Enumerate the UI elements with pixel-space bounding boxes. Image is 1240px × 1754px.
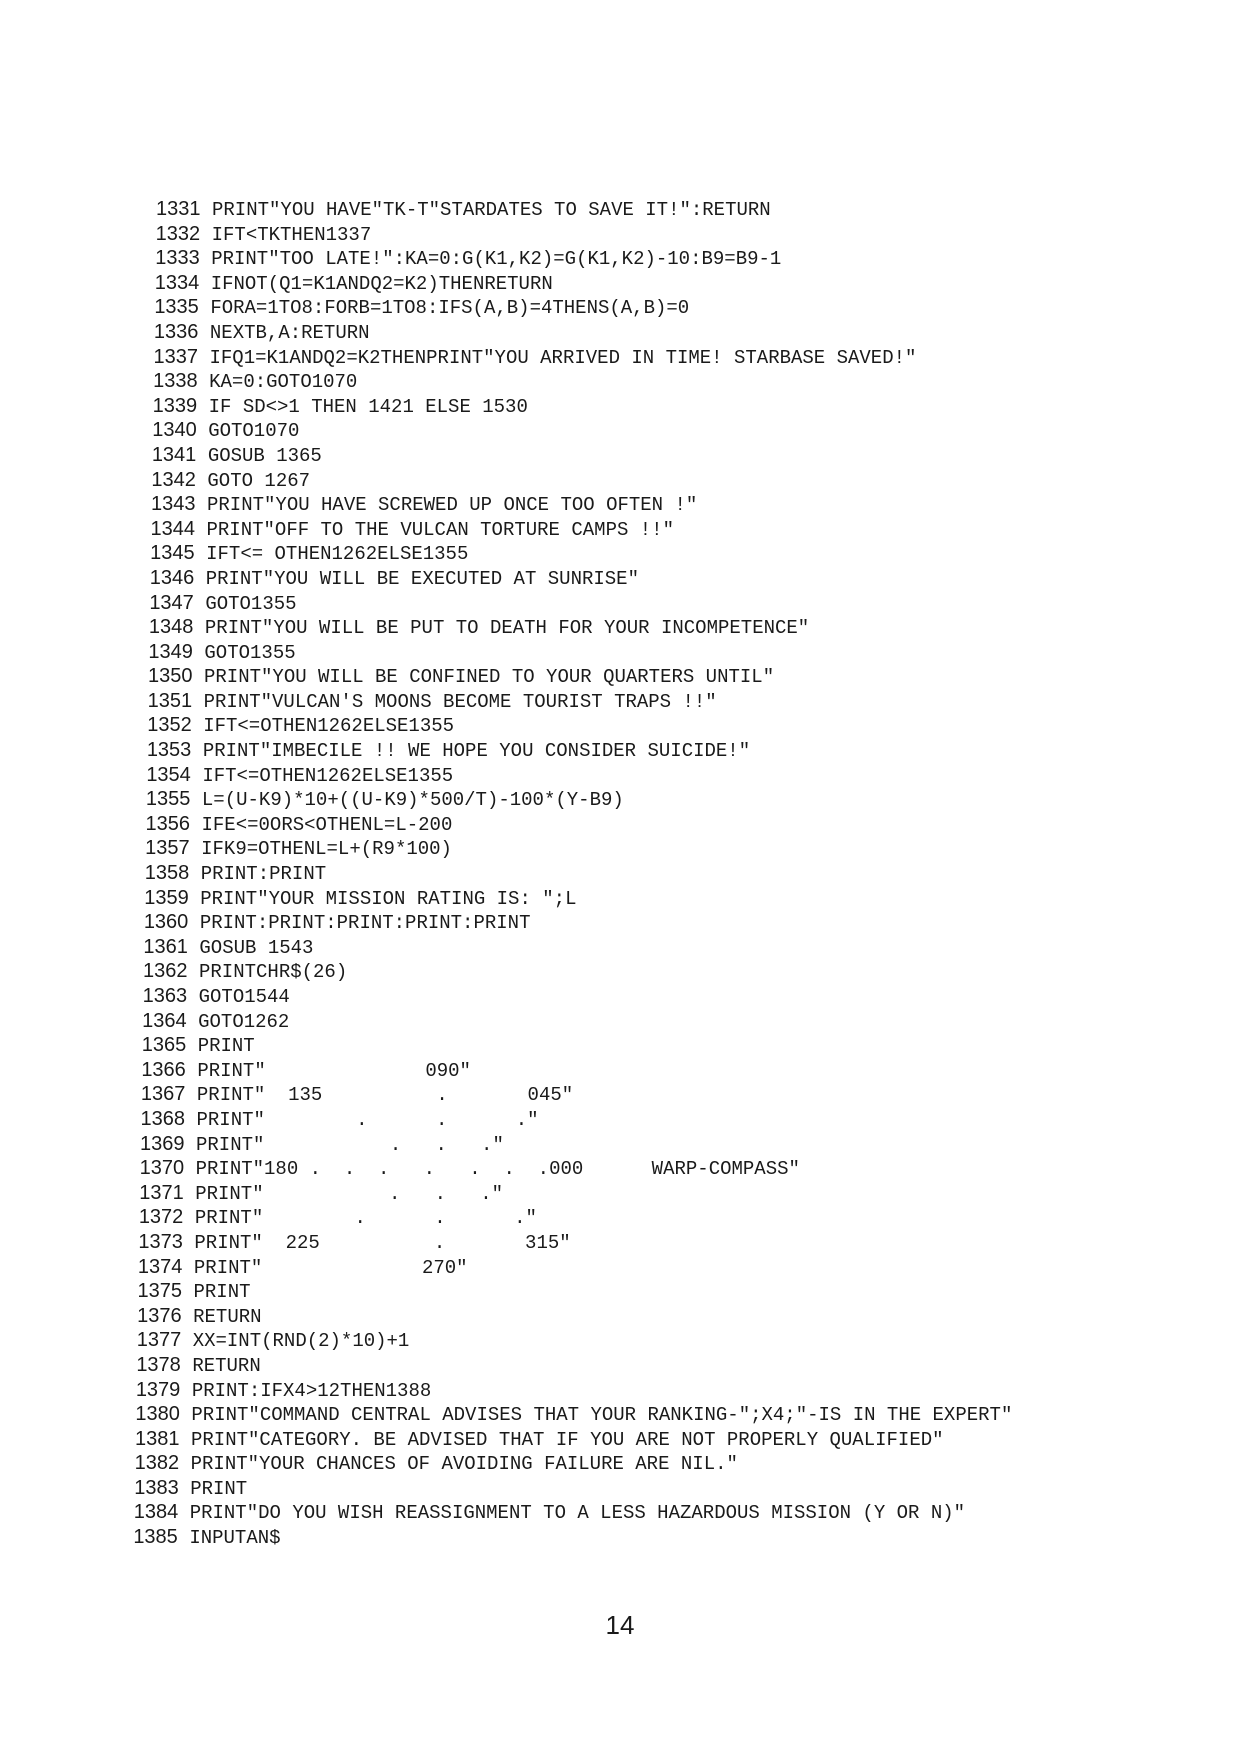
line-text: PRINT"TOO LATE!":KA=0:G(K1,K2)=G(K1,K2)-10:B9=B9-1 — [211, 248, 782, 271]
line-text: PRINT" . . ." — [196, 1133, 504, 1156]
line-number: 1353 — [146, 739, 192, 762]
line-number: 1374 — [137, 1255, 183, 1278]
line-text: PRINT"YOU HAVE"TK-T"STARDATES TO SAVE IT!":RETURN — [212, 199, 771, 221]
line-text: PRINT" 270" — [193, 1256, 468, 1279]
code-line — [154, 320, 1216, 345]
code-line — [135, 1402, 1216, 1427]
code-line — [139, 1205, 1216, 1230]
line-text: PRINT:IFX4>12THEN1388 — [191, 1379, 432, 1402]
code-line — [147, 738, 1216, 763]
line-number: 1340 — [152, 419, 197, 442]
code-line — [136, 1378, 1216, 1403]
code-line — [154, 295, 1216, 320]
line-number: 1366 — [141, 1058, 186, 1081]
code-line — [138, 1255, 1216, 1280]
line-number: 1337 — [153, 345, 198, 368]
line-text: GOTO1544 — [198, 986, 290, 1008]
code-line — [140, 1132, 1216, 1157]
code-line — [156, 197, 1216, 222]
line-number: 1339 — [152, 394, 198, 417]
line-number: 1370 — [139, 1157, 185, 1180]
line-text: GOTO1070 — [208, 420, 300, 443]
line-number: 1345 — [150, 542, 195, 565]
line-number: 1357 — [145, 837, 190, 860]
line-number: 1371 — [139, 1181, 184, 1204]
line-text: PRINT"YOU WILL BE PUT TO DEATH FOR YOUR INCOMPETENCE" — [204, 617, 810, 640]
line-number: 1332 — [155, 222, 201, 245]
code-line — [151, 468, 1216, 493]
line-text: IF SD<>1 THEN 1421 ELSE 1530 — [208, 395, 528, 418]
code-line — [142, 1009, 1216, 1034]
code-line — [134, 1500, 1216, 1525]
line-text: IFT<=OTHEN1262ELSE1355 — [203, 715, 455, 738]
line-text: IFT<=OTHEN1262ELSE1355 — [202, 764, 454, 787]
line-text: GOSUB 1365 — [207, 444, 322, 467]
line-number: 1383 — [134, 1476, 179, 1499]
line-text: PRINT:PRINT — [200, 863, 327, 886]
code-line — [135, 1427, 1216, 1452]
line-text: RETURN — [193, 1305, 262, 1328]
line-text: PRINT — [193, 1281, 251, 1304]
code-line — [153, 394, 1216, 419]
code-line — [148, 689, 1216, 714]
code-line — [143, 959, 1216, 984]
code-line — [154, 345, 1217, 370]
line-number: 1375 — [137, 1280, 182, 1303]
line-number: 1352 — [147, 714, 192, 737]
line-text: RETURN — [192, 1354, 261, 1377]
code-line — [153, 369, 1216, 394]
line-number: 1348 — [148, 616, 194, 639]
line-text: PRINT"YOUR CHANCES OF AVOIDING FAILURE ARE NIL." — [190, 1453, 738, 1476]
code-line — [150, 541, 1216, 566]
line-number: 1368 — [140, 1107, 185, 1130]
line-text: PRINT"DO YOU WISH REASSIGNMENT TO A LESS HAZARDOUS MISSION (Y OR N)" — [189, 1502, 966, 1525]
line-number: 1351 — [147, 689, 193, 712]
line-text: PRINT" . . ." — [196, 1108, 539, 1131]
line-number: 1334 — [154, 271, 200, 294]
line-text: PRINT:PRINT:PRINT:PRINT:PRINT — [199, 912, 531, 935]
code-line — [148, 664, 1216, 689]
line-text: PRINT — [190, 1477, 248, 1500]
line-text: PRINT — [197, 1035, 255, 1058]
line-text: GOTO1262 — [198, 1010, 290, 1033]
code-line — [142, 1033, 1216, 1058]
line-text: PRINT"180 . . . . . . .000 WARP-COMPASS" — [195, 1158, 800, 1181]
line-number: 1379 — [135, 1378, 181, 1401]
line-number: 1362 — [143, 960, 188, 983]
line-text: L=(U-K9)*10+((U-K9)*500/T)-100*(Y-B9) — [201, 789, 624, 812]
code-line — [149, 591, 1216, 616]
line-number: 1333 — [155, 247, 200, 270]
code-line — [141, 1058, 1216, 1083]
line-text: PRINT"YOUR MISSION RATING IS: ";L — [200, 887, 577, 910]
line-text: GOTO1355 — [204, 641, 296, 664]
code-line — [155, 271, 1216, 296]
line-text: PRINT"COMMAND CENTRAL ADVISES THAT YOUR RANKING-";X4;"-IS IN THE EXPERT" — [191, 1404, 1013, 1427]
code-line — [147, 713, 1216, 738]
line-number: 1365 — [141, 1034, 187, 1057]
code-line — [143, 984, 1216, 1009]
line-number: 1369 — [140, 1132, 185, 1155]
line-text: NEXTB,A:RETURN — [209, 321, 370, 344]
line-number: 1381 — [135, 1427, 180, 1450]
line-text: IFNOT(Q1=K1ANDQ2=K2)THENRETURN — [210, 272, 553, 295]
line-number: 1344 — [150, 517, 195, 540]
code-line — [145, 836, 1216, 861]
code-line — [152, 443, 1216, 468]
line-number: 1384 — [133, 1501, 179, 1524]
line-number: 1360 — [143, 911, 189, 934]
line-number: 1364 — [142, 1009, 187, 1032]
code-line — [146, 763, 1216, 788]
line-text: PRINT" 135 . 045" — [196, 1084, 574, 1107]
line-text: IFQ1=K1ANDQ2=K2THENPRINT"YOU ARRIVED IN TIME! STARBASE SAVED!" — [209, 346, 917, 369]
line-number: 1346 — [149, 566, 195, 589]
line-text: PRINT" 090" — [197, 1059, 471, 1082]
code-line — [150, 566, 1216, 591]
code-line — [144, 910, 1216, 935]
code-line — [145, 861, 1216, 886]
line-number: 1356 — [145, 812, 190, 835]
line-number: 1373 — [138, 1230, 183, 1253]
line-text: KA=0:GOTO1070 — [209, 371, 358, 394]
line-text: IFT<TKTHEN1337 — [211, 223, 372, 246]
line-number: 1341 — [151, 443, 197, 466]
line-number: 1359 — [144, 886, 189, 909]
line-number: 1342 — [151, 468, 196, 491]
line-text: PRINT"YOU HAVE SCREWED UP ONCE TOO OFTEN !" — [207, 494, 698, 517]
line-text: PRINT"YOU WILL BE EXECUTED AT SUNRISE" — [205, 567, 639, 590]
line-text: PRINTCHR$(26) — [199, 961, 348, 984]
line-text: PRINT" . . ." — [194, 1207, 537, 1230]
line-text: PRINT"OFF TO THE VULCAN TORTURE CAMPS !!" — [206, 518, 674, 541]
code-line — [137, 1304, 1216, 1329]
code-line — [143, 935, 1216, 960]
line-number: 1354 — [146, 763, 191, 786]
code-listing — [133, 197, 1216, 1550]
line-number: 1358 — [144, 862, 190, 885]
line-number: 1376 — [137, 1304, 182, 1327]
code-line — [133, 1525, 1216, 1550]
line-number: 1380 — [135, 1403, 180, 1426]
line-text: PRINT"CATEGORY. BE ADVISED THAT IF YOU ARE NOT PROPERLY QUALIFIED" — [191, 1428, 944, 1451]
line-text: IFK9=OTHENL=L+(R9*100) — [201, 838, 452, 861]
line-text: GOSUB 1543 — [199, 936, 314, 959]
code-line — [146, 787, 1216, 812]
line-number: 1372 — [138, 1206, 184, 1229]
code-line — [138, 1279, 1217, 1304]
code-line — [151, 517, 1217, 542]
code-line — [156, 222, 1216, 247]
line-text: FORA=1TO8:FORB=1TO8:IFS(A,B)=4THENS(A,B)=0 — [210, 297, 690, 320]
line-number: 1382 — [134, 1452, 180, 1475]
line-number: 1363 — [142, 985, 188, 1007]
line-text: PRINT"IMBECILE !! WE HOPE YOU CONSIDER SUICIDE!" — [202, 740, 751, 763]
code-line — [137, 1328, 1216, 1353]
code-line — [138, 1230, 1216, 1255]
line-number: 1347 — [149, 591, 194, 614]
line-number: 1377 — [136, 1329, 182, 1352]
line-number: 1350 — [148, 665, 193, 688]
line-number: 1331 — [156, 198, 201, 220]
code-line — [144, 886, 1216, 911]
line-text: IFE<=0ORS<OTHENL=L-200 — [201, 813, 453, 836]
line-text: PRINT"YOU WILL BE CONFINED TO YOUR QUARTERS UNTIL" — [204, 666, 775, 689]
code-line — [135, 1451, 1216, 1476]
line-text: XX=INT(RND(2)*10)+1 — [192, 1330, 410, 1353]
line-number: 1378 — [136, 1353, 181, 1376]
code-line — [136, 1353, 1216, 1378]
line-text: IFT<= OTHEN1262ELSE1355 — [206, 543, 469, 566]
code-line — [151, 492, 1216, 517]
line-number: 1355 — [145, 788, 191, 811]
code-line — [141, 1082, 1216, 1107]
line-text: PRINT"VULCAN'S MOONS BECOME TOURIST TRAPS !!" — [203, 690, 717, 713]
line-number: 1335 — [154, 296, 199, 319]
line-text: PRINT" . . ." — [195, 1182, 504, 1205]
page-number: 14 — [605, 1610, 635, 1640]
line-number: 1343 — [151, 493, 196, 516]
code-line — [148, 640, 1216, 665]
code-line — [140, 1156, 1216, 1181]
code-line — [149, 615, 1216, 640]
code-line — [155, 246, 1216, 271]
line-text: PRINT" 225 . 315" — [194, 1231, 571, 1254]
line-number: 1338 — [153, 370, 198, 393]
line-number: 1349 — [148, 640, 193, 663]
line-text: GOTO 1267 — [207, 469, 311, 492]
line-number: 1385 — [133, 1526, 178, 1549]
code-line — [134, 1476, 1216, 1501]
code-line — [141, 1107, 1217, 1132]
line-number: 1336 — [153, 320, 199, 343]
line-text: INPUTAN$ — [189, 1527, 281, 1550]
line-number: 1361 — [143, 935, 188, 958]
code-line — [139, 1181, 1216, 1206]
code-line — [152, 418, 1216, 443]
line-number: 1367 — [140, 1083, 186, 1106]
line-text: GOTO1355 — [205, 592, 297, 615]
code-line — [146, 812, 1217, 837]
